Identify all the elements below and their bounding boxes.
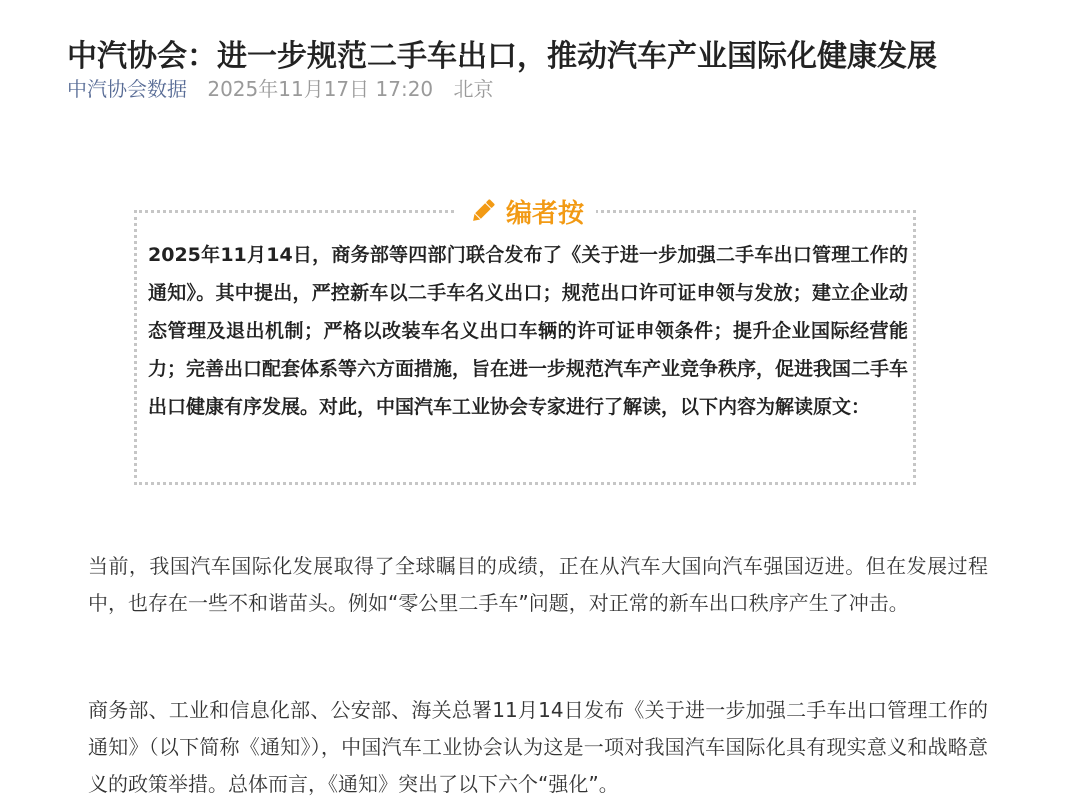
body-paragraph-1: 当前，我国汽车国际化发展取得了全球瞩目的成绩，正在从汽车大国向汽车强国迈进。但在发展过程中，也存在一些不和谐苗头。例如“零公里二手车”问题，对正常的新车出口秩序产生了冲击。 [88,554,988,615]
publish-time: 2025年11月17日 17:20 [207,77,434,101]
publish-location: 北京 [453,77,494,101]
account-name-link[interactable]: 中汽协会数据 [67,77,187,101]
editor-note-heading [456,192,596,230]
pencil-icon [468,196,498,226]
body-paragraph-2: 商务部、工业和信息化部、公安部、海关总署11月14日发布《关于进一步加强二手车出口管理工作的通知》（以下简称《通知》），中国汽车工业协会认为这是一项对我国汽车国际化具有现实意义和战略意义的政策举措。总体而言，《通知》突出了以下六个“强化”。 [88,698,988,796]
article-meta [67,74,494,104]
editor-note-heading-text: 编者按 [506,198,585,229]
editor-note-text: 2025年11月14日，商务部等四部门联合发布了《关于进一步加强二手车出口管理工作的通知》。其中提出，严控新车以二手车名义出口；规范出口许可证申领与发放；建立企业动态管理及退出机制；严格以改装车名义出口车辆的许可证申领条件；提升企业国际经营能力；完善出口配套体系等六方面措施，旨在进一步规范汽车产业竞争秩序，促进我国二手车出口健康有序发展。对此，中国汽车工业协会专家进行了解读，以下内容为解读原文： [148,244,909,418]
article-title: 中汽协会：进一步规范二手车出口，推动汽车产业国际化健康发展 [67,39,937,75]
